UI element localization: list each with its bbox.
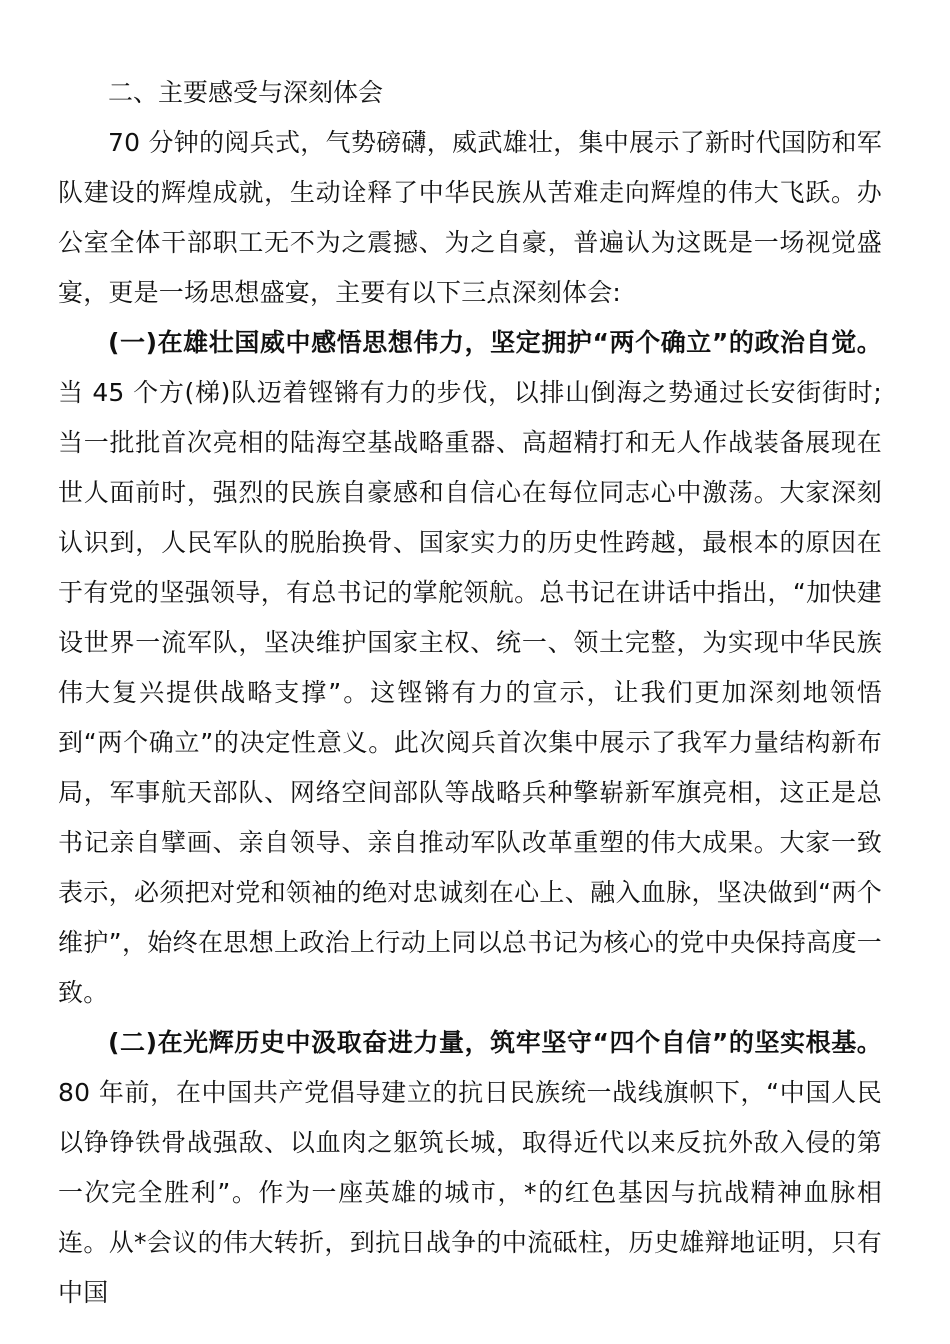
point-two-title: (二)在光辉历史中汲取奋进力量，筑牢坚守“四个自信”的坚实根基。 <box>108 1028 882 1057</box>
point-one-paragraph <box>58 318 882 1018</box>
intro-paragraph <box>58 118 882 318</box>
intro-text: 70 分钟的阅兵式，气势磅礴，威武雄壮，集中展示了新时代国防和军队建设的辉煌成就，生动诠释了中华民族从苦难走向辉煌的伟大飞跃。办公室全体干部职工无不为之震撼、为之自豪，普遍认为这既是一场视觉盛宴，更是一场思想盛宴，主要有以下三点深刻体会: <box>58 128 882 307</box>
point-one-title: (一)在雄壮国威中感悟思想伟力，坚定拥护“两个确立”的政治自觉。 <box>108 328 882 357</box>
point-two-paragraph <box>58 1018 882 1318</box>
point-two-body: 80 年前，在中国共产党倡导建立的抗日民族统一战线旗帜下，“中国人民以铮铮铁骨战强敌、以血肉之躯筑长城，取得近代以来反抗外敌入侵的第一次完全胜利”。作为一座英雄的城市，*的红色基因与抗战精神血脉相连。从*会议的伟大转折，到抗日战争的中流砥柱，历史雄辩地证明，只有中国 <box>58 1078 882 1307</box>
section-heading: 二、主要感受与深刻体会 <box>108 78 384 107</box>
point-one-body: 当 45 个方(梯)队迈着铿锵有力的步伐，以排山倒海之势通过长安街街时;当一批批首次亮相的陆海空基战略重器、高超精打和无人作战装备展现在世人面前时，强烈的民族自豪感和自信心在每位同志心中激荡。大家深刻认识到，人民军队的脱胎换骨、国家实力的历史性跨越，最根本的原因在于有党的坚强领导，有总书记的掌舵领航。总书记在讲话中指出，“加快建设世界一流军队，坚决维护国家主权、统一、领土完整，为实现中华民族伟大复兴提供战略支撑”。这铿锵有力的宣示，让我们更加深刻地领悟到“两个确立”的决定性意义。此次阅兵首次集中展示了我军力量结构新布局，军事航天部队、网络空间部队等战略兵种擎崭新军旗亮相，这正是总书记亲自擘画、亲自领导、亲自推动军队改革重塑的伟大成果。大家一致表示，必须把对党和领袖的绝对忠诚刻在心上、融入血脉，坚决做到“两个维护”，始终在思想上政治上行动上同以总书记为核心的党中央保持高度一致。 <box>58 378 882 1007</box>
